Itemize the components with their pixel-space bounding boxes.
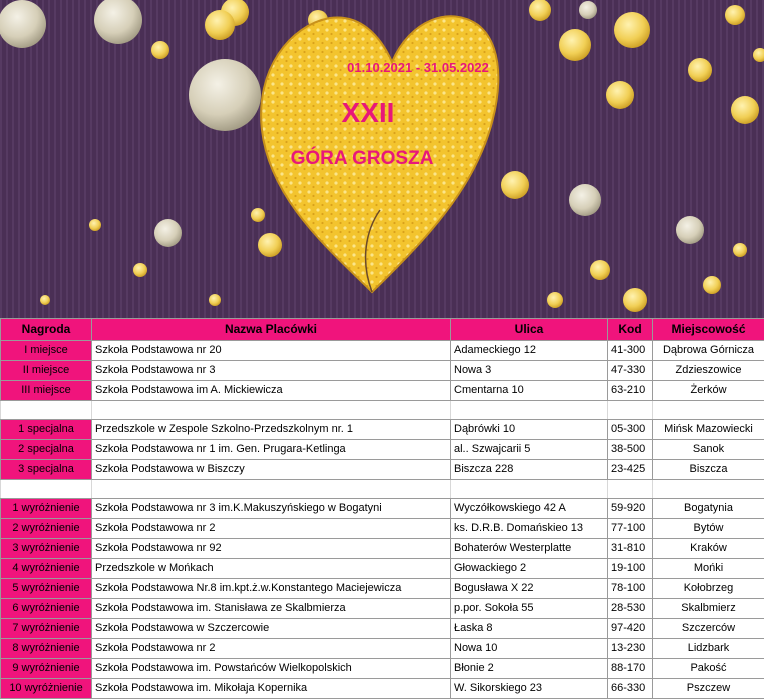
institution-name-cell: Szkoła Podstawowa im. Mikołaja Kopernika <box>92 679 451 699</box>
institution-name-cell: Szkoła Podstawowa im. Stanisława ze Skalbmierza <box>92 599 451 619</box>
street-cell: Nowa 3 <box>451 361 608 381</box>
street-cell: W. Sikorskiego 23 <box>451 679 608 699</box>
street-cell: Dąbrówki 10 <box>451 420 608 440</box>
city-cell: Biszcza <box>653 460 764 480</box>
prize-cell: 4 wyróżnienie <box>1 559 92 579</box>
postal-code-cell: 05-300 <box>608 420 653 440</box>
street-cell: Nowa 10 <box>451 639 608 659</box>
street-cell: Bogusława X 22 <box>451 579 608 599</box>
postal-code-cell: 41-300 <box>608 341 653 361</box>
institution-name-cell: Szkoła Podstawowa Nr.8 im.kpt.ż.w.Konstantego Maciejewicza <box>92 579 451 599</box>
prize-cell: 6 wyróżnienie <box>1 599 92 619</box>
empty-cell <box>653 401 764 420</box>
postal-code-cell: 19-100 <box>608 559 653 579</box>
postal-code-cell: 59-920 <box>608 499 653 519</box>
header-kod: Kod <box>608 319 653 341</box>
table-row <box>1 341 764 361</box>
banner-title: GÓRA GROSZA <box>290 148 434 169</box>
street-cell: Cmentarna 10 <box>451 381 608 401</box>
street-cell: Głowackiego 2 <box>451 559 608 579</box>
header-nagroda: Nagroda <box>1 319 92 341</box>
postal-code-cell: 38-500 <box>608 440 653 460</box>
postal-code-cell: 13-230 <box>608 639 653 659</box>
table-row <box>1 659 764 679</box>
table-row <box>1 679 764 699</box>
institution-name-cell: Przedszkole w Mońkach <box>92 559 451 579</box>
institution-name-cell: Szkoła Podstawowa nr 20 <box>92 341 451 361</box>
banner-image <box>0 0 764 318</box>
street-cell: Bohaterów Westerplatte <box>451 539 608 559</box>
banner-graphic <box>0 0 764 318</box>
city-cell: Szczerców <box>653 619 764 639</box>
city-cell: Mońki <box>653 559 764 579</box>
institution-name-cell: Szkoła Podstawowa nr 92 <box>92 539 451 559</box>
empty-cell <box>451 480 608 499</box>
institution-name-cell: Szkoła Podstawowa im A. Mickiewicza <box>92 381 451 401</box>
prize-cell: 2 wyróżnienie <box>1 519 92 539</box>
prize-cell: 1 specjalna <box>1 420 92 440</box>
table-row <box>1 460 764 480</box>
header-ulica: Ulica <box>451 319 608 341</box>
city-cell: Pakość <box>653 659 764 679</box>
institution-name-cell: Szkoła Podstawowa nr 2 <box>92 519 451 539</box>
table-row <box>1 539 764 559</box>
city-cell: Skalbmierz <box>653 599 764 619</box>
banner-dates: 01.10.2021 - 31.05.2022 <box>347 60 489 75</box>
city-cell: Kołobrzeg <box>653 579 764 599</box>
table-row <box>1 420 764 440</box>
city-cell: Zdzieszowice <box>653 361 764 381</box>
city-cell: Mińsk Mazowiecki <box>653 420 764 440</box>
empty-cell <box>653 480 764 499</box>
postal-code-cell: 23-425 <box>608 460 653 480</box>
street-cell: ks. D.R.B. Domańskieo 13 <box>451 519 608 539</box>
institution-name-cell: Przedszkole w Zespole Szkolno-Przedszkolnym nr. 1 <box>92 420 451 440</box>
postal-code-cell: 63-210 <box>608 381 653 401</box>
empty-cell <box>1 480 92 499</box>
header-nazwa-placowki: Nazwa Placówki <box>92 319 451 341</box>
institution-name-cell: Szkoła Podstawowa w Szczercowie <box>92 619 451 639</box>
city-cell: Dąbrowa Górnicza <box>653 341 764 361</box>
spacer-row <box>1 401 764 420</box>
prize-cell: 3 wyróżnienie <box>1 539 92 559</box>
empty-cell <box>608 401 653 420</box>
table-row <box>1 381 764 401</box>
institution-name-cell: Szkoła Podstawowa nr 3 im.K.Makuszyńskiego w Bogatyni <box>92 499 451 519</box>
city-cell: Bogatynia <box>653 499 764 519</box>
street-cell: Biszcza 228 <box>451 460 608 480</box>
table-row <box>1 559 764 579</box>
spacer-row <box>1 480 764 499</box>
institution-name-cell: Szkoła Podstawowa nr 2 <box>92 639 451 659</box>
city-cell: Sanok <box>653 440 764 460</box>
institution-name-cell: Szkoła Podstawowa w Biszczy <box>92 460 451 480</box>
institution-name-cell: Szkoła Podstawowa nr 3 <box>92 361 451 381</box>
prize-cell: 2 specjalna <box>1 440 92 460</box>
postal-code-cell: 47-330 <box>608 361 653 381</box>
table-row <box>1 639 764 659</box>
prize-cell: 8 wyróżnienie <box>1 639 92 659</box>
table-row <box>1 619 764 639</box>
prize-cell: II miejsce <box>1 361 92 381</box>
table-row <box>1 579 764 599</box>
prize-cell: III miejsce <box>1 381 92 401</box>
table-row <box>1 599 764 619</box>
postal-code-cell: 77-100 <box>608 519 653 539</box>
table-row <box>1 519 764 539</box>
prize-cell: 1 wyróżnienie <box>1 499 92 519</box>
institution-name-cell: Szkoła Podstawowa nr 1 im. Gen. Prugara-Ketlinga <box>92 440 451 460</box>
institution-name-cell: Szkoła Podstawowa im. Powstańców Wielkopolskich <box>92 659 451 679</box>
empty-cell <box>92 480 451 499</box>
postal-code-cell: 88-170 <box>608 659 653 679</box>
prize-cell: I miejsce <box>1 341 92 361</box>
city-cell: Bytów <box>653 519 764 539</box>
prize-cell: 7 wyróżnienie <box>1 619 92 639</box>
city-cell: Pszczew <box>653 679 764 699</box>
table-row <box>1 499 764 519</box>
postal-code-cell: 66-330 <box>608 679 653 699</box>
table-row <box>1 440 764 460</box>
city-cell: Lidzbark <box>653 639 764 659</box>
postal-code-cell: 28-530 <box>608 599 653 619</box>
street-cell: Wyczółkowskiego 42 A <box>451 499 608 519</box>
prize-cell: 3 specjalna <box>1 460 92 480</box>
street-cell: Adameckiego 12 <box>451 341 608 361</box>
prize-cell: 9 wyróżnienie <box>1 659 92 679</box>
empty-cell <box>608 480 653 499</box>
table-header-row <box>1 319 764 341</box>
street-cell: p.por. Sokoła 55 <box>451 599 608 619</box>
results-table <box>0 318 764 699</box>
postal-code-cell: 97-420 <box>608 619 653 639</box>
city-cell: Kraków <box>653 539 764 559</box>
street-cell: Łaska 8 <box>451 619 608 639</box>
prize-cell: 5 wyróżnienie <box>1 579 92 599</box>
empty-cell <box>451 401 608 420</box>
banner-edition: XXII <box>341 97 395 128</box>
table-row <box>1 361 764 381</box>
empty-cell <box>92 401 451 420</box>
prize-cell: 10 wyróżnienie <box>1 679 92 699</box>
city-cell: Żerków <box>653 381 764 401</box>
street-cell: al.. Szwajcarii 5 <box>451 440 608 460</box>
empty-cell <box>1 401 92 420</box>
postal-code-cell: 31-810 <box>608 539 653 559</box>
header-miejscowosc: Miejscowość <box>653 319 764 341</box>
postal-code-cell: 78-100 <box>608 579 653 599</box>
street-cell: Błonie 2 <box>451 659 608 679</box>
